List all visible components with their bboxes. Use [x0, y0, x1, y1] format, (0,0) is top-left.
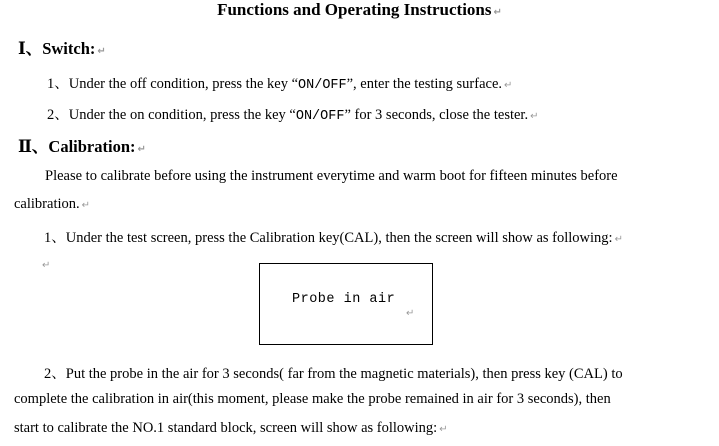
return-mark-icon: ↵ — [42, 260, 51, 271]
calibration-intro-line-1 — [45, 168, 618, 185]
switch-heading — [18, 35, 106, 59]
switch-step-1-post: ”, enter the testing surface. — [346, 76, 503, 92]
calibration-heading — [18, 133, 146, 157]
switch-step-1 — [47, 72, 512, 93]
device-screen-box — [259, 263, 433, 345]
device-screen-text: Probe in air — [292, 292, 396, 307]
calibration-heading-text: Ⅱ、Calibration: — [18, 137, 136, 156]
return-mark-icon: ↵ — [530, 111, 539, 122]
switch-step-2-key: ON/OFF — [295, 109, 345, 124]
empty-paragraph — [40, 256, 50, 273]
calibration-step-2-text-2: complete the calibration in air(this moment, please make the probe remained in air for 3 seconds), then — [14, 391, 611, 407]
calibration-step-2-line-2 — [14, 391, 611, 408]
switch-step-1-pre: 1、Under the off condition, press the key “ — [47, 76, 299, 92]
return-mark-icon: ↵ — [137, 144, 146, 155]
document-title — [0, 0, 719, 20]
calibration-step-2-text-1: 2、Put the probe in the air for 3 seconds( far from the magnetic materials), then press key (CAL) to — [44, 366, 623, 382]
return-mark-icon: ↵ — [504, 80, 513, 91]
switch-step-2-pre: 2、Under the on condition, press the key “ — [47, 107, 296, 123]
switch-step-2 — [47, 103, 538, 124]
calibration-intro-text-2: calibration. — [14, 196, 80, 212]
switch-heading-text: Ⅰ、Switch: — [18, 39, 96, 58]
return-mark-icon: ↵ — [406, 308, 415, 319]
calibration-intro-line-2 — [14, 196, 90, 213]
return-mark-icon: ↵ — [439, 424, 448, 435]
calibration-step-2-line-1 — [44, 362, 623, 383]
calibration-step-2-line-3 — [14, 420, 448, 437]
calibration-intro-text-1: Please to calibrate before using the instrument everytime and warm boot for fifteen minutes before — [45, 168, 618, 184]
calibration-step-1 — [44, 226, 623, 247]
switch-step-1-key: ON/OFF — [298, 78, 347, 93]
switch-step-2-post: ” for 3 seconds, close the tester. — [344, 107, 529, 123]
calibration-step-2-text-3: start to calibrate the NO.1 standard block, screen will show as following: — [14, 420, 438, 436]
return-mark-icon: ↵ — [97, 46, 106, 57]
document-title-text: Functions and Operating Instructions — [217, 0, 492, 19]
return-mark-icon: ↵ — [614, 234, 623, 245]
return-mark-icon: ↵ — [493, 7, 502, 18]
calibration-step-1-text: 1、Under the test screen, press the Calibration key(CAL), then the screen will show as following: — [44, 230, 613, 246]
return-mark-icon: ↵ — [81, 200, 91, 211]
